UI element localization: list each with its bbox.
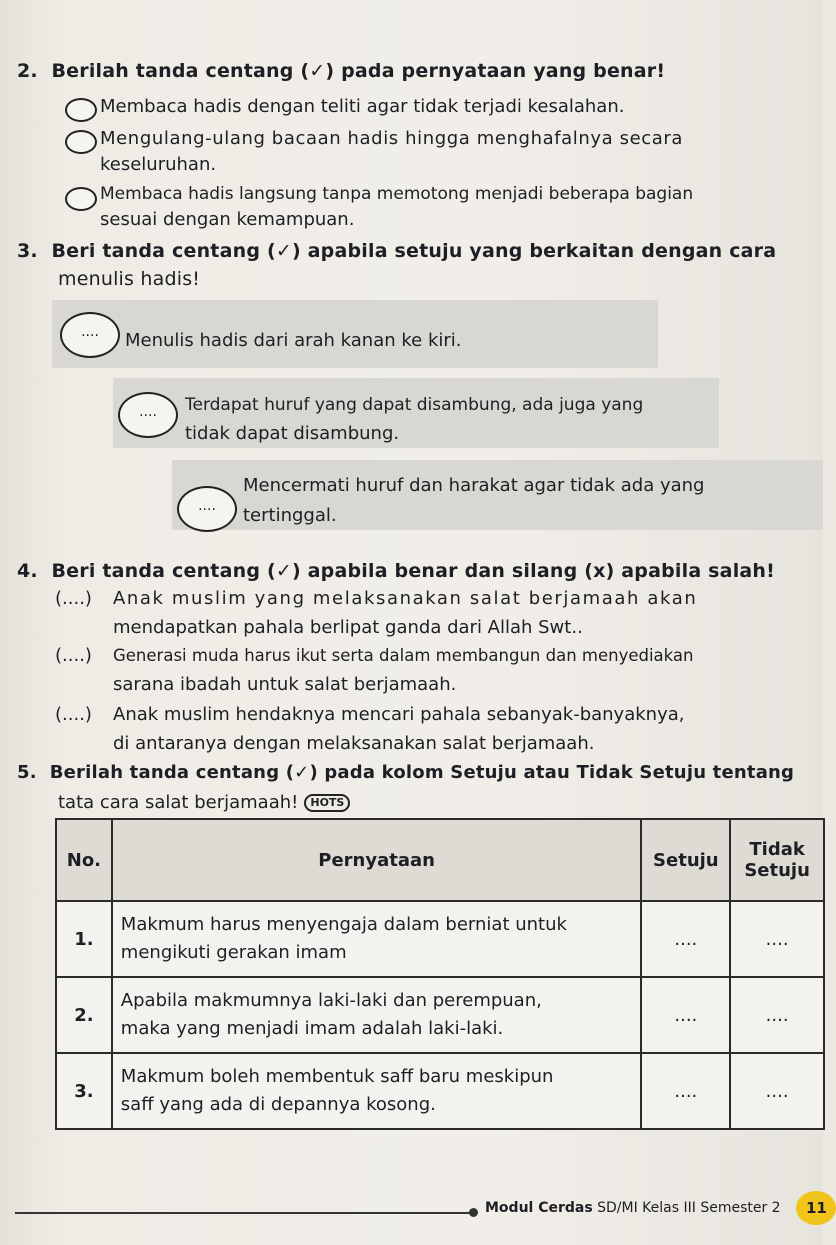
- q3-item-1-answer[interactable]: ....: [60, 312, 120, 358]
- row-3-statement: Makmum boleh membentuk saff baru meskipun saff yang ada di depannya kosong.: [112, 1053, 642, 1129]
- table-row: [56, 1053, 824, 1129]
- row-3-no: 3.: [56, 1053, 112, 1129]
- q2-option-1-checkbox[interactable]: [65, 98, 97, 122]
- q3-item-2-answer[interactable]: ....: [118, 392, 178, 438]
- page-number: 11: [796, 1191, 836, 1225]
- q4-item-1-text: Anak muslim yang melaksanakan salat berjamaah akan: [113, 588, 698, 609]
- q4-item-1-text-cont: mendapatkan pahala berlipat ganda dari Allah Swt..: [113, 617, 583, 638]
- q4-item-1-answer[interactable]: (....): [55, 588, 92, 609]
- header-agree: Setuju: [641, 819, 730, 901]
- q4-item-3-text-cont: di antaranya dengan melaksanakan salat berjamaah.: [113, 733, 595, 754]
- header-disagree: Tidak Setuju: [730, 819, 824, 901]
- table-header-row: [56, 819, 824, 901]
- q4-item-3-answer[interactable]: (....): [55, 704, 92, 725]
- q3-item-2-text-cont: tidak dapat disambung.: [185, 423, 400, 444]
- question-2-title: 2. Berilah tanda centang (✓) pada pernyataan yang benar!: [17, 60, 666, 82]
- q3-item-3-answer[interactable]: ....: [177, 486, 237, 532]
- q2-option-2-text-cont: keseluruhan.: [100, 154, 217, 175]
- footer-rule: [15, 1212, 475, 1214]
- footer-rule-dot: [469, 1208, 478, 1217]
- row-1-no: 1.: [56, 901, 112, 977]
- q2-option-1-text: Membaca hadis dengan teliti agar tidak terjadi kesalahan.: [100, 96, 625, 117]
- q2-option-3-text: Membaca hadis langsung tanpa memotong menjadi beberapa bagian: [100, 184, 694, 204]
- row-1-agree-cell[interactable]: ....: [641, 901, 730, 977]
- q4-item-3-text: Anak muslim hendaknya mencari pahala sebanyak-banyaknya,: [113, 704, 685, 725]
- question-5-title: 5. Berilah tanda centang (✓) pada kolom Setuju atau Tidak Setuju tentang: [17, 762, 795, 783]
- q3-item-3-text-cont: tertinggal.: [243, 505, 337, 526]
- question-3-title-cont: menulis hadis!: [58, 268, 201, 290]
- q4-item-2-answer[interactable]: (....): [55, 645, 92, 666]
- table-row: [56, 977, 824, 1053]
- header-no: No.: [56, 819, 112, 901]
- hots-badge: HOTS: [304, 794, 350, 812]
- q2-option-3-text-cont: sesuai dengan kemampuan.: [100, 209, 355, 230]
- table-row: [56, 901, 824, 977]
- row-1-disagree-cell[interactable]: ....: [730, 901, 824, 977]
- question-5-title-cont: tata cara salat berjamaah! HOTS: [58, 792, 350, 814]
- q4-item-2-text-cont: sarana ibadah untuk salat berjamaah.: [113, 674, 457, 695]
- row-3-agree-cell[interactable]: ....: [641, 1053, 730, 1129]
- q2-option-2-text: Mengulang-ulang bacaan hadis hingga menghafalnya secara: [100, 128, 684, 149]
- footer-book-title: Modul Cerdas SD/MI Kelas III Semester 2: [485, 1200, 781, 1216]
- agreement-table: [55, 818, 825, 1130]
- q3-item-1-text: Menulis hadis dari arah kanan ke kiri.: [125, 330, 462, 351]
- q2-option-2-checkbox[interactable]: [65, 130, 97, 154]
- row-2-disagree-cell[interactable]: ....: [730, 977, 824, 1053]
- row-2-statement: Apabila makmumnya laki-laki dan perempuan, maka yang menjadi imam adalah laki-laki.: [112, 977, 642, 1053]
- q3-item-2-text: Terdapat huruf yang dapat disambung, ada juga yang: [185, 395, 644, 415]
- q3-item-3-text: Mencermati huruf dan harakat agar tidak ada yang: [243, 475, 705, 496]
- q2-option-3-checkbox[interactable]: [65, 187, 97, 211]
- q4-item-2-text: Generasi muda harus ikut serta dalam membangun dan menyediakan: [113, 646, 694, 665]
- row-2-agree-cell[interactable]: ....: [641, 977, 730, 1053]
- row-2-no: 2.: [56, 977, 112, 1053]
- question-3-title: 3. Beri tanda centang (✓) apabila setuju yang berkaitan dengan cara: [17, 240, 777, 262]
- row-1-statement: Makmum harus menyengaja dalam berniat untuk mengikuti gerakan imam: [112, 901, 642, 977]
- header-statement: Pernyataan: [112, 819, 642, 901]
- row-3-disagree-cell[interactable]: ....: [730, 1053, 824, 1129]
- question-4-title: 4. Beri tanda centang (✓) apabila benar dan silang (x) apabila salah!: [17, 560, 776, 582]
